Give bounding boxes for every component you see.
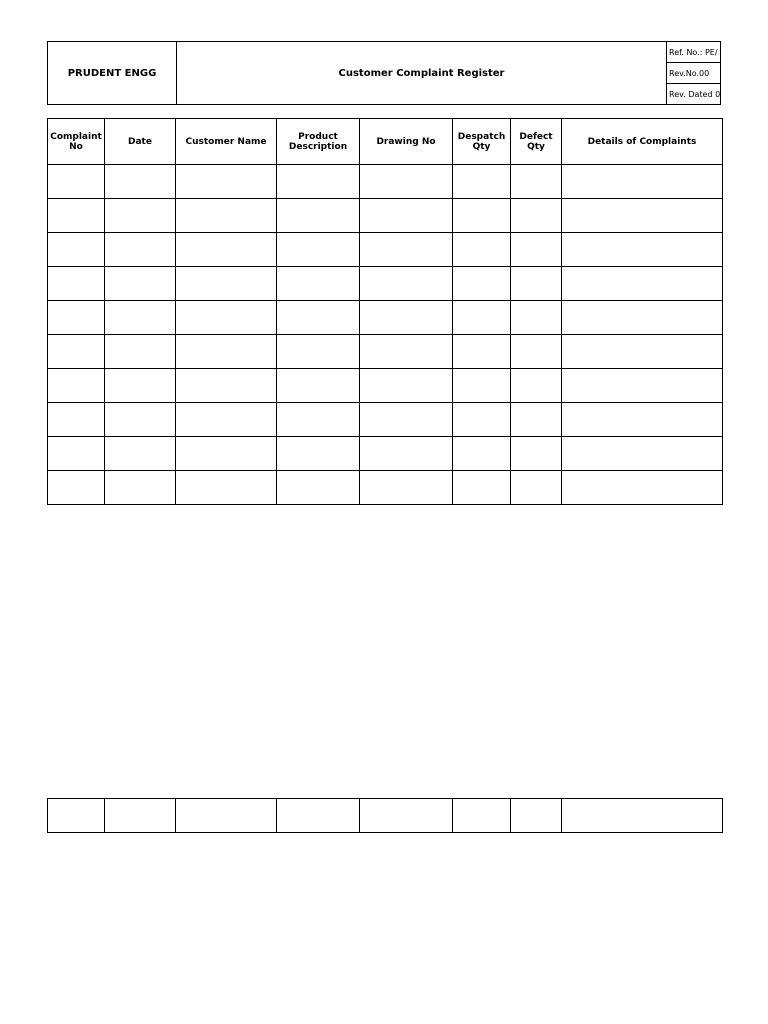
table-cell[interactable] xyxy=(48,165,105,199)
column-header-product-description: Product Description xyxy=(277,119,360,165)
document-header xyxy=(47,41,721,105)
table-cell[interactable] xyxy=(277,267,360,301)
table-row xyxy=(48,335,723,369)
table-cell[interactable] xyxy=(453,301,511,335)
table-cell[interactable] xyxy=(511,471,562,505)
table-cell[interactable] xyxy=(176,403,277,437)
table-cell[interactable] xyxy=(511,369,562,403)
table-cell[interactable] xyxy=(176,369,277,403)
table-cell[interactable] xyxy=(360,471,453,505)
table-cell[interactable] xyxy=(48,301,105,335)
table-row xyxy=(48,267,723,301)
column-header-despatch-qty: Despatch Qty xyxy=(453,119,511,165)
table-cell[interactable] xyxy=(105,369,176,403)
table-cell[interactable] xyxy=(176,437,277,471)
table-row xyxy=(48,301,723,335)
complaint-register-table xyxy=(47,118,723,505)
table-row xyxy=(48,403,723,437)
table-cell[interactable] xyxy=(105,799,176,833)
table-cell[interactable] xyxy=(511,799,562,833)
table-cell[interactable] xyxy=(453,471,511,505)
table-cell[interactable] xyxy=(511,233,562,267)
table-cell[interactable] xyxy=(277,369,360,403)
table-cell[interactable] xyxy=(360,301,453,335)
table-cell[interactable] xyxy=(360,369,453,403)
table-cell[interactable] xyxy=(105,403,176,437)
column-header-date: Date xyxy=(105,119,176,165)
table-cell[interactable] xyxy=(105,233,176,267)
table-cell[interactable] xyxy=(453,233,511,267)
table-cell[interactable] xyxy=(48,799,105,833)
table-cell[interactable] xyxy=(360,799,453,833)
column-header-customer-name: Customer Name xyxy=(176,119,277,165)
table-cell[interactable] xyxy=(511,199,562,233)
table-cell[interactable] xyxy=(453,799,511,833)
table-cell[interactable] xyxy=(511,165,562,199)
table-cell[interactable] xyxy=(453,165,511,199)
table-cell[interactable] xyxy=(360,267,453,301)
table-cell[interactable] xyxy=(360,335,453,369)
table-cell[interactable] xyxy=(176,165,277,199)
table-cell[interactable] xyxy=(360,437,453,471)
table-cell[interactable] xyxy=(105,199,176,233)
table-cell[interactable] xyxy=(176,199,277,233)
table-cell[interactable] xyxy=(277,437,360,471)
table-cell[interactable] xyxy=(562,335,723,369)
table-cell[interactable] xyxy=(453,267,511,301)
table-cell[interactable] xyxy=(562,799,723,833)
table-cell[interactable] xyxy=(48,335,105,369)
table-row xyxy=(48,199,723,233)
table-cell[interactable] xyxy=(562,301,723,335)
table-cell[interactable] xyxy=(511,437,562,471)
table-row xyxy=(48,799,723,833)
table-cell[interactable] xyxy=(562,437,723,471)
table-cell[interactable] xyxy=(105,437,176,471)
table-cell[interactable] xyxy=(360,233,453,267)
revision-number: Rev.No.00 xyxy=(667,63,720,84)
complaint-register-extra-row xyxy=(47,798,723,833)
table-cell[interactable] xyxy=(360,165,453,199)
table-cell[interactable] xyxy=(562,369,723,403)
table-cell[interactable] xyxy=(48,471,105,505)
table-cell[interactable] xyxy=(277,799,360,833)
table-cell[interactable] xyxy=(453,437,511,471)
table-cell[interactable] xyxy=(48,403,105,437)
table-cell[interactable] xyxy=(48,233,105,267)
table-cell[interactable] xyxy=(277,199,360,233)
table-cell[interactable] xyxy=(453,369,511,403)
document-title: Customer Complaint Register xyxy=(177,42,667,104)
company-name: PRUDENT ENGG xyxy=(48,42,177,104)
table-cell[interactable] xyxy=(176,799,277,833)
table-cell[interactable] xyxy=(562,267,723,301)
table-row xyxy=(48,471,723,505)
table-cell[interactable] xyxy=(562,199,723,233)
table-cell[interactable] xyxy=(360,403,453,437)
revision-block xyxy=(667,42,720,104)
table-row xyxy=(48,437,723,471)
table-row xyxy=(48,233,723,267)
table-cell[interactable] xyxy=(277,301,360,335)
table-cell[interactable] xyxy=(562,233,723,267)
table-cell[interactable] xyxy=(562,403,723,437)
table-cell[interactable] xyxy=(48,437,105,471)
table-cell[interactable] xyxy=(176,471,277,505)
table-cell[interactable] xyxy=(48,369,105,403)
table-cell[interactable] xyxy=(176,301,277,335)
table-cell[interactable] xyxy=(511,301,562,335)
table-cell[interactable] xyxy=(176,267,277,301)
table-row xyxy=(48,165,723,199)
table-header-row xyxy=(48,119,723,165)
table-cell[interactable] xyxy=(105,471,176,505)
table-row xyxy=(48,369,723,403)
table-cell[interactable] xyxy=(48,199,105,233)
table-cell[interactable] xyxy=(176,335,277,369)
table-cell[interactable] xyxy=(105,165,176,199)
table-cell[interactable] xyxy=(105,335,176,369)
table-cell[interactable] xyxy=(105,301,176,335)
table-cell[interactable] xyxy=(48,267,105,301)
revision-date: Rev. Dated 0 xyxy=(669,89,720,99)
ref-number: Ref. No.: PE/ xyxy=(667,42,720,63)
table-cell[interactable] xyxy=(511,267,562,301)
column-header-complaint-no: Complaint No xyxy=(48,119,105,165)
table-cell[interactable] xyxy=(176,233,277,267)
table-cell[interactable] xyxy=(277,471,360,505)
table-cell[interactable] xyxy=(453,335,511,369)
table-cell[interactable] xyxy=(511,403,562,437)
table-cell[interactable] xyxy=(277,165,360,199)
table-cell[interactable] xyxy=(453,403,511,437)
table-cell[interactable] xyxy=(562,165,723,199)
table-cell[interactable] xyxy=(105,267,176,301)
table-cell[interactable] xyxy=(562,471,723,505)
table-cell[interactable] xyxy=(277,233,360,267)
table-cell[interactable] xyxy=(453,199,511,233)
column-header-details: Details of Complaints xyxy=(562,119,723,165)
table-cell[interactable] xyxy=(360,199,453,233)
table-cell[interactable] xyxy=(511,335,562,369)
table-cell[interactable] xyxy=(277,403,360,437)
column-header-defect-qty: Defect Qty xyxy=(511,119,562,165)
table-cell[interactable] xyxy=(277,335,360,369)
column-header-drawing-no: Drawing No xyxy=(360,119,453,165)
